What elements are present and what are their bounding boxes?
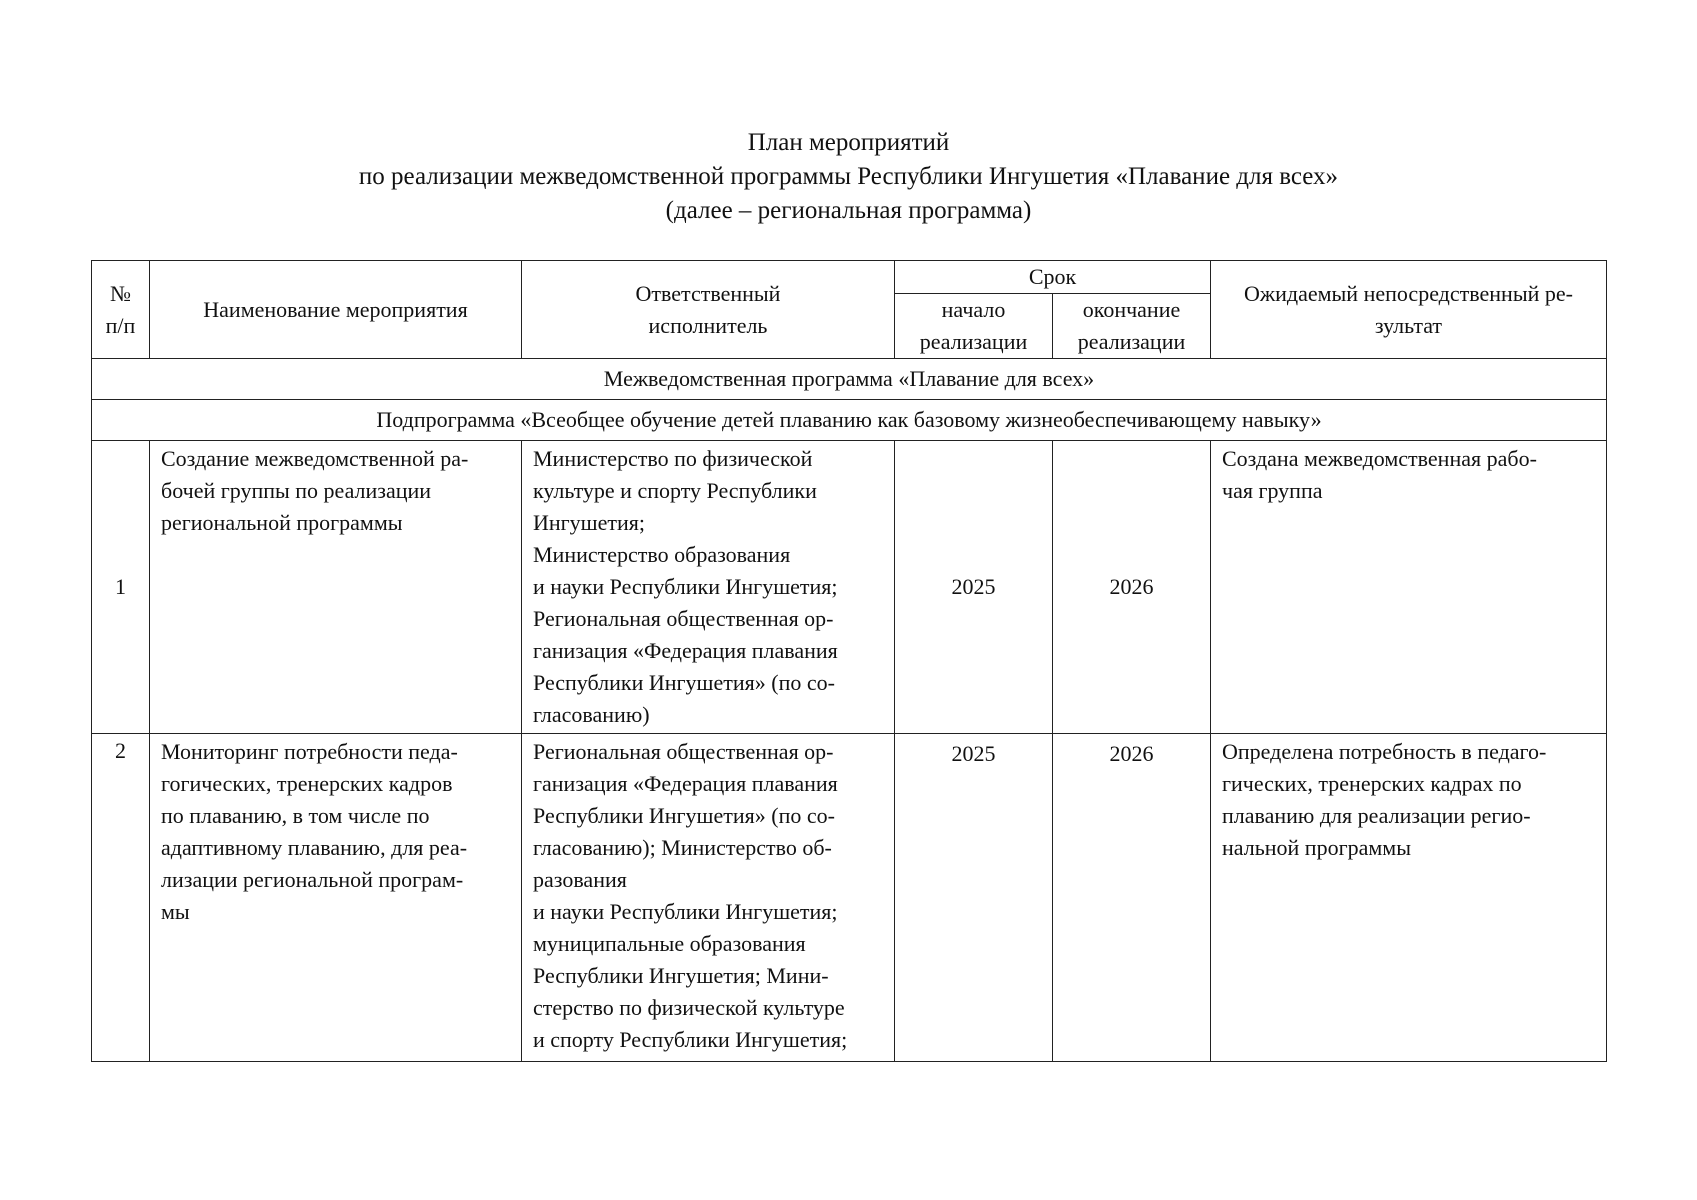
row-name-line: региональной программы	[161, 510, 403, 535]
row-executor-line: гласованию)	[533, 702, 650, 727]
row-executor-line: ганизация «Федерация плавания	[533, 771, 838, 796]
row-result-line: нальной программы	[1222, 835, 1411, 860]
row-executor-line: стерство по физической культуре	[533, 995, 845, 1020]
row-result	[1211, 734, 1607, 1062]
row-num: 1	[92, 441, 150, 734]
section-program: Межведомственная программа «Плавание для всех»	[92, 359, 1607, 400]
row-executor-line: Министерство по физической	[533, 446, 813, 471]
row-start-year: 2025	[895, 441, 1053, 734]
row-result-line: Создана межведомственная рабо-	[1222, 446, 1537, 471]
document-title	[0, 126, 1697, 228]
row-executor-line: Республики Ингушетия» (по со-	[533, 803, 835, 828]
title-line-2: по реализации межведомственной программы Республики Ингушетия «Плавание для всех»	[358, 163, 1339, 190]
row-name-line: гогических, тренерских кадров	[161, 771, 453, 796]
header-executor-line2: исполнитель	[648, 312, 768, 338]
header-row	[92, 261, 1607, 294]
section-row-program	[92, 359, 1607, 400]
row-executor	[522, 734, 895, 1062]
row-executor-line: разования	[533, 867, 627, 892]
header-result-line2: зультат	[1374, 312, 1443, 338]
section-subprogram: Подпрограмма «Всеобщее обучение детей плаванию как базовому жизнеобеспечивающему навыку»	[92, 400, 1607, 441]
header-executor-line1: Ответственный	[635, 280, 781, 306]
table-row	[92, 441, 1607, 734]
row-executor-line: гласованию); Министерство об-	[533, 835, 832, 860]
row-executor	[522, 441, 895, 734]
row-result-line: Определена потребность в педаго-	[1222, 739, 1547, 764]
row-executor-line: муниципальные образования	[533, 931, 806, 956]
header-start	[895, 294, 1053, 359]
row-executor-line: и науки Республики Ингушетия;	[533, 899, 838, 924]
row-end-year: 2026	[1053, 734, 1211, 1062]
header-term: Срок	[895, 261, 1211, 294]
row-result-line: гических, тренерских кадрах по	[1222, 771, 1522, 796]
row-executor-line: Республики Ингушетия; Мини-	[533, 963, 829, 988]
header-end-line1: окончание	[1082, 297, 1181, 322]
row-name-line: Создание межведомственной ра-	[161, 446, 469, 471]
row-num: 2	[92, 734, 150, 1062]
header-num-line1: №	[110, 280, 131, 306]
row-executor-line: Региональная общественная ор-	[533, 606, 834, 631]
header-num-line2: п/п	[105, 312, 136, 338]
row-executor-line: и спорту Республики Ингушетия;	[533, 1027, 848, 1052]
row-executor-line: ганизация «Федерация плавания	[533, 638, 838, 663]
row-name-line: адаптивному плаванию, для реа-	[161, 835, 468, 860]
row-executor-line: Ингушетия;	[533, 510, 646, 535]
title-line-1: План мероприятий	[747, 129, 950, 156]
row-end-year: 2026	[1053, 441, 1211, 734]
row-result	[1211, 441, 1607, 734]
header-result	[1211, 261, 1607, 359]
row-name-line: лизации региональной програм-	[161, 867, 464, 892]
table-row	[92, 734, 1607, 1062]
row-start-year: 2025	[895, 734, 1053, 1062]
row-name	[150, 734, 522, 1062]
section-row-subprogram	[92, 400, 1607, 441]
title-line-3: (далее – региональная программа)	[665, 197, 1032, 224]
row-result-line: плаванию для реализации регио-	[1222, 803, 1531, 828]
row-executor-line: Республики Ингушетия» (по со-	[533, 670, 835, 695]
row-executor-line: Региональная общественная ор-	[533, 739, 834, 764]
row-name-line: Мониторинг потребности педа-	[161, 739, 458, 764]
row-executor-line: культуре и спорту Республики	[533, 478, 817, 503]
header-end-line2: реализации	[1077, 329, 1186, 354]
header-name: Наименование мероприятия	[150, 261, 522, 359]
plan-table	[91, 260, 1607, 1062]
header-result-line1: Ожидаемый непосредственный ре-	[1244, 280, 1573, 306]
row-name-line: по плаванию, в том числе по	[161, 803, 430, 828]
row-name	[150, 441, 522, 734]
row-executor-line: и науки Республики Ингушетия;	[533, 574, 838, 599]
row-result-line: чая группа	[1222, 478, 1323, 503]
header-start-line2: реализации	[919, 329, 1028, 354]
header-end	[1053, 294, 1211, 359]
row-executor-line: Министерство образования	[533, 542, 791, 567]
header-start-line1: начало	[941, 297, 1006, 322]
row-name-line: бочей группы по реализации	[161, 478, 432, 503]
row-name-line: мы	[161, 899, 190, 924]
header-executor	[522, 261, 895, 359]
header-num	[92, 261, 150, 359]
